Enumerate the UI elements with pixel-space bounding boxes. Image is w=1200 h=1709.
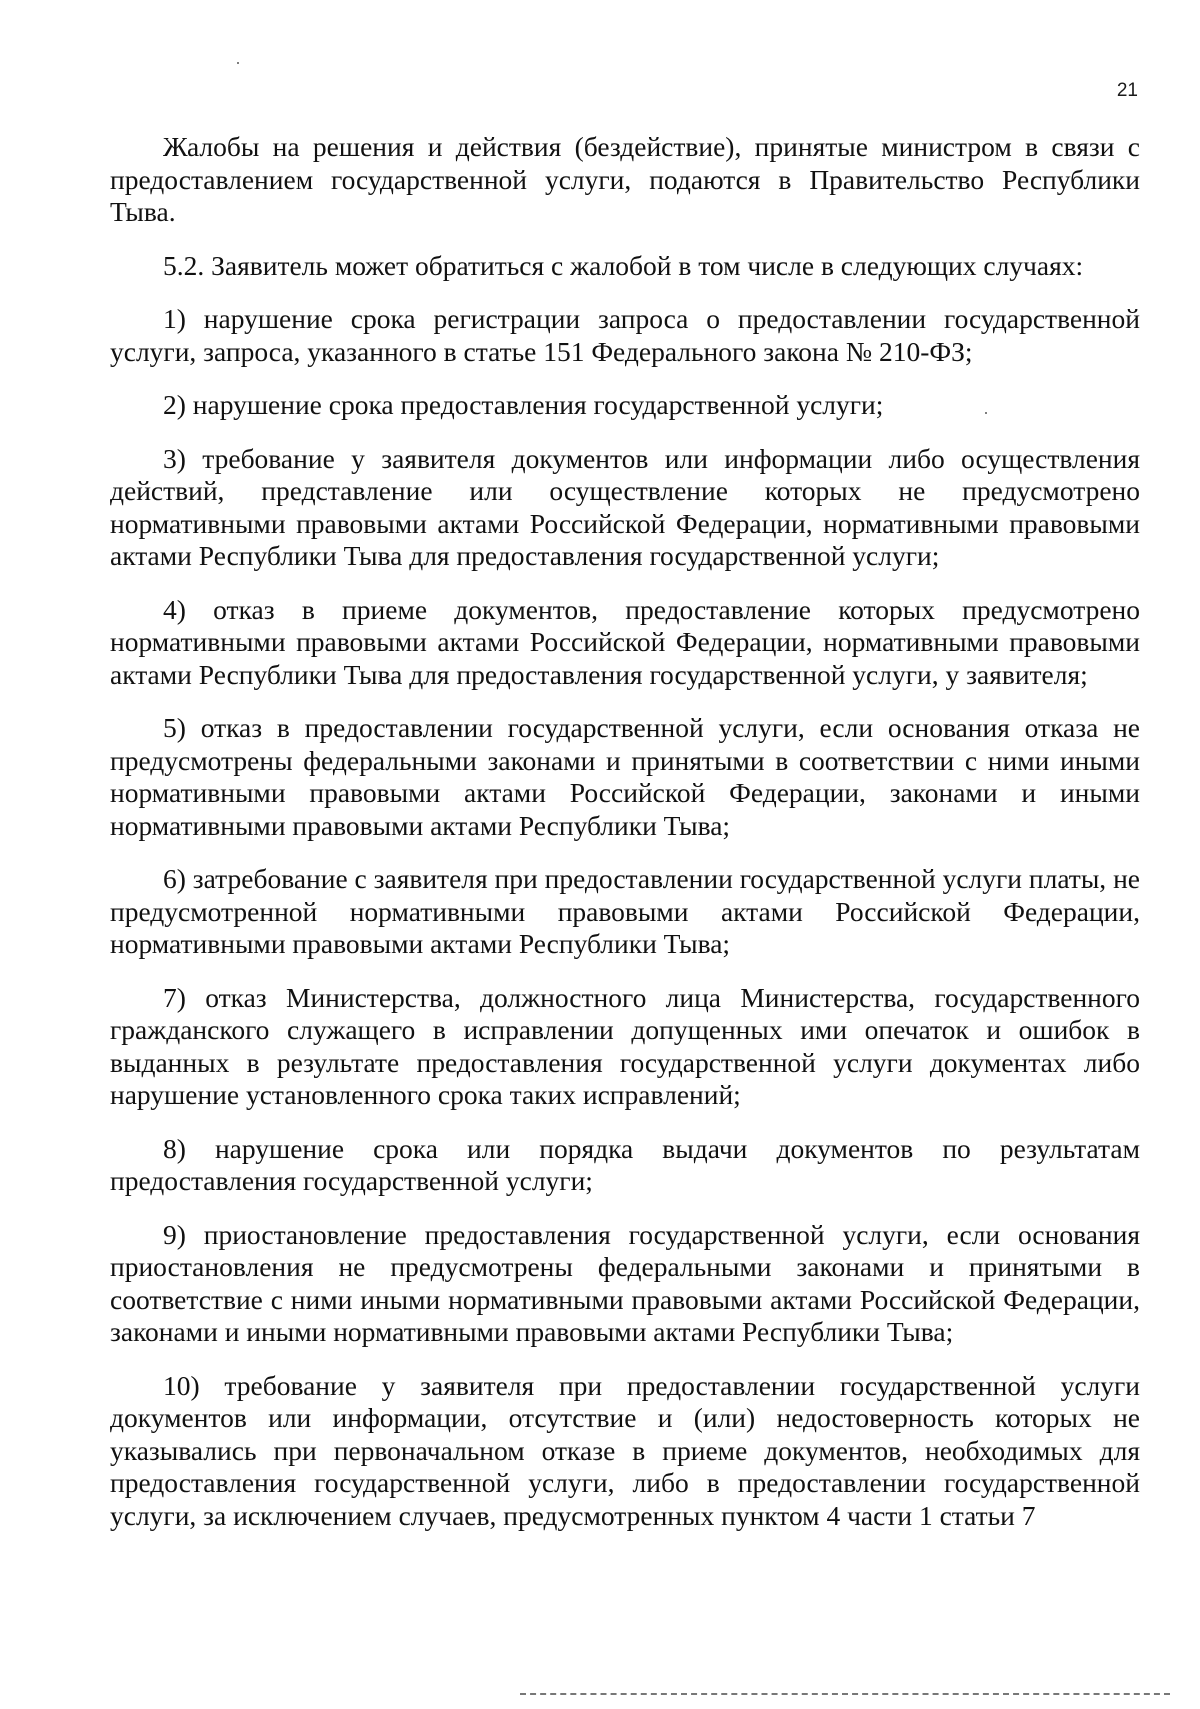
paragraph-section-5-2: 5.2. Заявитель может обратиться с жалобой в том числе в следующих случаях: bbox=[163, 249, 1084, 281]
scan-speck bbox=[237, 62, 239, 64]
page-bottom-divider bbox=[520, 1693, 1170, 1695]
list-item-6: 6) затребование с заявителя при предоставлении государственной услуги платы, не предусмотренной нормативными правовыми актами Российской Федерации, нормативными правовыми актами Республики Тыва; bbox=[110, 863, 1140, 959]
list-item-8: 8) нарушение срока или порядка выдачи документов по результатам предоставления государственной услуги; bbox=[110, 1132, 1140, 1196]
list-item-3: 3) требование у заявителя документов или информации либо осуществления действий, представление или осуществление которых не предусмотрено нормативными правовыми актами Российской Федерации, нормативными правовыми актами Республики Тыва для предоставления государственной услуги; bbox=[110, 442, 1140, 571]
list-item-10: 10) требование у заявителя при предоставлении государственной услуги документов или информации, отсутствие и (или) недостоверность которых не указывались при первоначальном отказе в приеме документов, необходимых для предоставления государственной услуги, либо в предоставлении государственной услуги, за исключением случаев, предусмотренных пунктом 4 части 1 статьи 7 bbox=[110, 1369, 1140, 1531]
list-item-9: 9) приостановление предоставления государственной услуги, если основания приостановления не предусмотрены федеральными законами и принятыми в соответствие с ними иными нормативными правовыми актами Российской Федерации, законами и иными нормативными правовыми актами Республики Тыва; bbox=[110, 1218, 1140, 1347]
list-item-4: 4) отказ в приеме документов, предоставление которых предусмотрено нормативными правовыми актами Российской Федерации, нормативными правовыми актами Республики Тыва для предоставления государственной услуги, у заявителя; bbox=[110, 593, 1140, 690]
list-item-2: 2) нарушение срока предоставления государственной услуги; bbox=[163, 389, 884, 420]
page-number: 21 bbox=[1116, 80, 1138, 101]
document-body bbox=[110, 131, 1140, 1532]
list-item-1: 1) нарушение срока регистрации запроса о предоставлении государственной услуги, запроса, указанного в статье 151 Федерального закона № 210-ФЗ; bbox=[110, 303, 1140, 367]
list-item-5: 5) отказ в предоставлении государственной услуги, если основания отказа не предусмотрены федеральными законами и принятыми в соответствии с ними иными нормативными правовыми актами Российской Федерации, законами и иными нормативными правовыми актами Республики Тыва; bbox=[110, 712, 1140, 841]
list-item-7: 7) отказ Министерства, должностного лица Министерства, государственного гражданского служащего в исправлении допущенных ими опечаток и ошибок в выданных в результате предоставления государственной услуги документах либо нарушение установленного срока таких исправлений; bbox=[110, 981, 1140, 1110]
paragraph-complaint-to-government: Жалобы на решения и действия (бездействие), принятые министром в связи с предоставлением государственной услуги, подаются в Правительство Республики Тыва. bbox=[110, 131, 1140, 227]
